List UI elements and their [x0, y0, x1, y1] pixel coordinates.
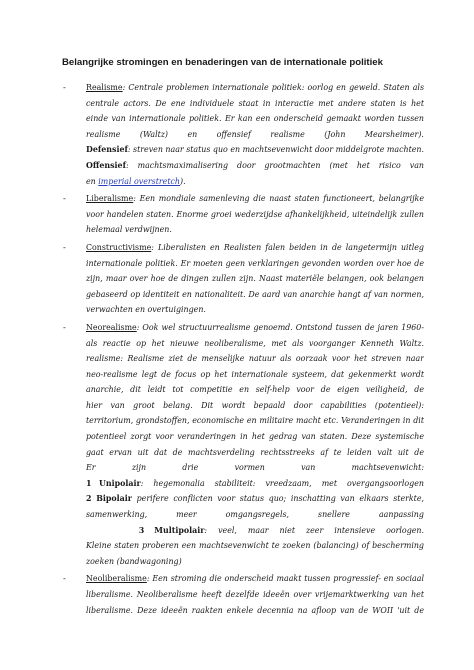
- text-line: zoeken (bandwagoning): [86, 556, 182, 566]
- bullet-marker: -: [63, 321, 66, 332]
- unipolair-line: 1 Unipolair: hegemonalia stabiliteit: vreedzaam, met overgangsoorlogen: [86, 478, 424, 488]
- heading-neorealisme: Neorealisme: [86, 322, 137, 332]
- text-line: territorium, grondstoffen, economische en militaire macht etc. Veranderingen in dit: [86, 416, 424, 426]
- list-item-neoliberalisme: [62, 571, 424, 618]
- text-line: verwachten en overtuigingen.: [86, 305, 206, 315]
- text-line: gebaseerd op identiteit en nationaliteit. De aard van anarchie hangt af van normen,: [86, 289, 424, 299]
- text-line: neo-realisme legt de focus op het internationale systeem, dat gekenmerkt wordt: [86, 369, 424, 379]
- label-unipolair: Unipolair: [99, 478, 141, 488]
- text-line: gaat ervan uit dat de machtsverdeling rechtsstreeks af te leiden valt uit de: [86, 447, 424, 457]
- text-line: anarchie, dit leidt tot competitie en self-help voor de eigen veiligheid, de: [86, 385, 424, 395]
- imperial-overstretch-link[interactable]: imperial overstretch: [98, 176, 181, 186]
- label-multipolair: Multipolair: [154, 525, 205, 535]
- text-line: liberalisme. Deze ideeën raakten enkele decennia na afloop van de WOII 'uit de: [86, 605, 424, 615]
- heading-neoliberalisme: Neoliberalisme: [86, 574, 147, 584]
- text-line: Neoliberalisme: Een stroming die onderscheid maakt tussen progressief- en sociaal: [86, 574, 424, 584]
- bullet-marker: -: [63, 573, 66, 584]
- heading-realisme: Realisme: [86, 83, 123, 92]
- bipolair-line: 2 Bipolair perifere conflicten voor status quo; inschatting van elkaars sterkte,: [86, 494, 424, 504]
- text-line: realisme: Realisme ziet de menselijke natuur als oorzaak voor het streven naar: [86, 354, 424, 364]
- label-bipolair: Bipolair: [96, 494, 132, 504]
- text-line: liberalisme. Neoliberalisme heeft dezelfde ideeën over vrijemarktwerking van het: [86, 590, 424, 599]
- text-line: en imperial overstretch).: [86, 176, 186, 186]
- page-title: Belangrijke stromingen en benaderingen van de internationale politiek: [62, 57, 383, 68]
- list-item-constructivisme: [62, 240, 424, 318]
- text-line: internationale politiek. Er moeten geen verklaringen gevonden worden over hoe de: [86, 258, 424, 268]
- text-line: Offensief: machtsmaximalisering door grootmachten (met het risico van: [86, 160, 424, 170]
- text-line: Kleine staten proberen een machtsevenwicht te zoeken (balancing) of bescherming: [86, 541, 424, 551]
- text-line: Defensief: streven naar status quo en machtsevenwicht door middelgrote machten.: [86, 145, 424, 155]
- text-line: Neorealisme: Ook wel structuurrealisme genoemd. Ontstond tussen de jaren 1960-: [86, 322, 424, 332]
- text-line: Constructivisme: Liberalisten en Realisten falen beiden in de langetermijn uitleg: [86, 242, 424, 252]
- text-line: hier van groot belang. Dit wordt bepaald door capabilities (potentieel):: [86, 400, 424, 410]
- text-line: samenwerking, meer omgangsregels, snellere aanpassing: [86, 510, 424, 520]
- streams-list: [62, 80, 424, 618]
- text-line: centrale actors. De ene individuele staat in interactie met andere staten is het: [86, 98, 424, 108]
- list-item-realisme: [62, 80, 424, 189]
- text-line: potentieel zorgt voor veranderingen in het gedrag van staten. Deze systemische: [86, 432, 424, 442]
- list-item-neorealisme: [62, 320, 424, 570]
- bullet-marker: -: [63, 82, 66, 92]
- bullet-marker: -: [63, 241, 66, 252]
- list-item-liberalisme: [62, 191, 424, 238]
- text-line: Er zijn drie vormen van machtsevenwicht:: [86, 463, 424, 473]
- text-line: als reactie op het nieuwe neoliberalisme, met als voorganger Kenneth Waltz.: [86, 338, 424, 348]
- text-line: einde van internationale politiek. Er kan een onderscheid gemaakt worden tussen: [86, 114, 424, 124]
- text-line: voor handelen staten. Enorme groei wederzijdse afhankelijkheid, uiteindelijk zullen: [86, 209, 424, 219]
- text-line: Realisme: Centrale problemen internationale politiek: oorlog en geweld. Staten als: [86, 83, 424, 92]
- bullet-marker: -: [63, 193, 66, 204]
- multipolair-line: 3 Multipolair: veel, maar niet zeer intensieve oorlogen.: [138, 525, 424, 535]
- text-line: Liberalisme: Een mondiale samenleving die naast staten functioneert, belangrijke: [86, 194, 424, 204]
- text-line: realisme (Waltz) en offensief realisme (John Mearsheimer).: [86, 129, 424, 139]
- heading-liberalisme: Liberalisme: [86, 194, 134, 204]
- heading-constructivisme: Constructivisme: [86, 242, 152, 252]
- text-line: zijn, maar over hoe de dingen zullen zijn. Naast materiële belangen, ook belangen: [86, 274, 424, 284]
- text-line: helemaal verdwijnen.: [86, 225, 172, 235]
- label-defensief: Defensief: [86, 145, 128, 155]
- label-offensief: Offensief: [86, 160, 126, 170]
